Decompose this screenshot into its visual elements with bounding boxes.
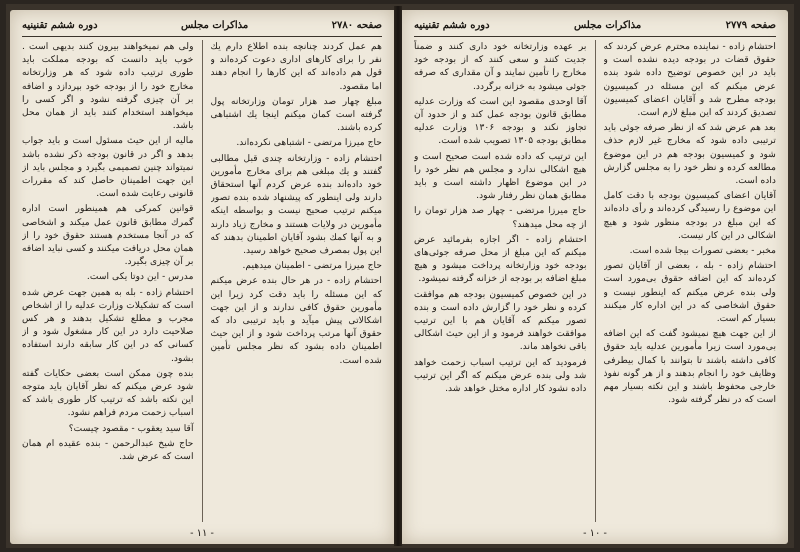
paragraph: حاج میرزا مرتضی - چهار صد هزار تومان را از چه محل میدهند؟ [414, 205, 587, 230]
left-page-footer: - ۱۱ - [190, 528, 214, 539]
book-spread [6, 4, 794, 548]
right-page [402, 10, 788, 544]
paragraph: احتشام زاده - اگر اجازه بفرمائید عرض میکنم که این مبلغ از محل صرفه جوئی‌های بودجه خود وزارتخانه پرداخت میشود و هیچ مبلغ اضافه بر بودجه از خزانه گرفته نمیشود. [414, 233, 587, 285]
paragraph: در این خصوص کمیسیون بودجه هم موافقت کرده و نظر خود را گزارش داده است و بنده تصور میکنم که آقایان هم با این ترتیب موافقت خواهند فرمود و از این حیث اشکالی باقی نخواهد ماند. [414, 288, 587, 353]
paragraph: حاج میرزا مرتضی - اطمینان میدهیم. [242, 260, 382, 272]
right-column-right [604, 40, 777, 522]
paragraph: بعد هم عرض شد که از نظر صرفه جوئی باید ترتیبی داده شود که مخارج غیر لازم حذف شود و کمیسیون بودجه هم در این موضوع مطالعه کرده و نظر خود را به مجلس گزارش داده است. [603, 122, 776, 187]
paragraph: احتشام زاده - نماینده محترم عرض کردند که حقوق قضات در بودجه دیده نشده است و باید در این خصوص توضیح داده شود بنده عرض میکنم که این مسئله در کمیسیون بودجه مطرح شد و آقایان اعضای کمیسیون تصدیق کردند که این مبلغ لازم است. [603, 41, 776, 119]
paragraph: آقایان اعضای کمیسیون بودجه با دقت کامل این موضوع را رسیدگی کرده‌اند و رأی داده‌اند که این مبلغ در بودجه منظور شود و هیچ اشکالی در این کار نیست. [603, 190, 776, 241]
right-page-number: صفحه ۲۷۷۹ [725, 19, 776, 31]
left-column-left [22, 40, 194, 522]
left-title-label: مذاکرات مجلس [181, 19, 249, 31]
left-column-divider [202, 40, 203, 522]
paragraph: قوانین کمرکی هم همینطور است اداره گمرك مطابق قانون عمل میکند و اشخاصی که در آنجا مستخدم هستند حقوق خود را از همان محل دریافت میکنند و کسی نباید اضافه بر آن چیزی بگیرد. [22, 203, 194, 268]
right-page-footer: - ۱۰ - [583, 528, 607, 539]
left-column-right [211, 40, 383, 522]
paragraph: مبلغ چهار صد هزار تومان وزارتخانه پول گرفته است کمان میکنم اینجا یك اشتباهی کرده باشند. [210, 95, 382, 134]
left-session-label: دوره ششم تقنینیه [22, 19, 98, 31]
left-page-body [22, 40, 382, 522]
right-session-label: دوره ششم تقنینیه [414, 19, 490, 31]
paragraph: احتشام زاده - وزارتخانه چندی قبل مطالبی گفتند و یك مبلغی هم برای مخارج مأمورین خود داده‌اند بنده عرض کردم آنها استحقاق دارند ولی اینطور که پیشنهاد شده بنده تصور میکنم ترتیب صحیح نیست و بواسطه اینکه مأمورین در ولایات هستند و مخارج زیاد دارند و به آنها کمك بشود آقایان اطمینان بدهند که این پول بمصرف صحیح خواهد رسید. [210, 152, 382, 257]
paragraph: هم عمل کردند چنانچه بنده اطلاع دارم یك نفر را برای کارهای اداری دعوت کرده‌اند و قول هم داده‌اند که این کارها را انجام دهند اما مقصود. [210, 41, 382, 92]
paragraph: فرمودید که این ترتیب اسباب زحمت خواهد شد ولی بنده عرض میکنم که اگر این ترتیب داده نشود کار اداره مختل خواهد شد. [414, 356, 587, 395]
paragraph: احتشام زاده - در هر حال بنده عرض میکنم که این مسئله را باید دقت کرد زیرا این مأمورین حقوق کافی ندارند و از این جهت اشکالاتی پیش میآید و باید ترتیبی داد که حقوق آنها مرتب پرداخت شود و از این حیث اطمینان داده بشود که نظر مجلس تأمین شده است. [210, 275, 382, 366]
right-page-body [414, 40, 776, 522]
right-column-left [414, 40, 587, 522]
paragraph: مالیه از این حیث مسئول است و باید جواب بدهد و اگر در قانون بودجه ذکر نشده باشد نمیتواند چنین تصمیمی بگیرد و مجلس باید از این جهت اطمینان حاصل کند که مقررات قانونی رعایت شده است. [22, 135, 194, 200]
right-header-rule [414, 36, 776, 37]
paragraph: حاج شیخ عبدالرحمن - بنده عقیده ام همان است که عرض شد. [22, 437, 194, 463]
paragraph: احتشام زاده - بله ، بعضی از آقایان تصور کرده‌اند که این اضافه حقوق بی‌مورد است ولی بنده عرض میکنم که اینطور نیست و حقوق اشخاصی که در این اداره کار میکنند بسیار کم است. [603, 260, 776, 325]
right-title-label: مذاکرات مجلس [574, 19, 642, 31]
paragraph: مخبر - بعضی تصورات بیجا شده است. [629, 245, 776, 257]
paragraph: ولی هم نمیخواهند بیرون کنند بدیهی است . خوب باید دانست که بودجه مملکت باید طوری ترتیب داده شود که هر وزارتخانه مخارج خود را از بودجه خود بپردازد و اضافه بر آن چیزی گرفته نشود و اگر کسی را میخواهند استخدام کنند باید از همان محل باشد. [22, 41, 194, 132]
paragraph: بنده چون ممکن است بعضی حکایات گفته شود عرض میکنم که نظر آقایان باید متوجه این نکته باشد که ترتیب کار طوری باشد که اسباب زحمت مردم فراهم نشود. [22, 367, 194, 419]
right-page-header [414, 16, 776, 34]
right-column-divider [595, 40, 596, 522]
paragraph: احتشام زاده - بله به همین جهت عرض شده است که تشکیلات وزارت عدلیه را از اشخاص مجرب و مطلع تشکیل بدهند و هر کس صلاحیت دارد در این کار مشغول شود و از کسانی که در این کار سابقه دارند استفاده بشود. [22, 286, 194, 364]
left-header-rule [22, 36, 382, 37]
paragraph: مدرس - این دوتا یکی است. [86, 271, 194, 283]
left-page [10, 10, 394, 544]
paragraph: از این جهت هیچ نمیشود گفت که این اضافه بی‌مورد است زیرا مأمورین عدلیه باید حقوق کافی داشته باشند تا بتوانند با کمال بیطرفی وظایف خود را انجام بدهند و از هر گونه نفوذ خارجی محفوظ باشند و این نکته بسیار مهم است که در نظر گرفته شود. [603, 328, 776, 406]
paragraph: این ترتیب که داده شده است صحیح است و هیچ اشکالی ندارد و مجلس هم نظر خود را در این موضوع اظهار داشته است و باید مطابق همان نظر رفتار شود. [414, 150, 587, 202]
paragraph: آقا سید یعقوب - مقصود چیست؟ [68, 422, 194, 434]
paragraph: آقا اوحدی مقصود این است که وزارت عدلیه مطابق قانون بودجه عمل کند و از حدود آن تجاوز نکند و بودجه ۱۳۰۶ وزارت عدلیه مطابق بودجه ۱۳۰۵ تصویب شده است. [414, 95, 587, 147]
book-gutter [394, 6, 402, 546]
paragraph: حاج میرزا مرتضی - اشتباهی نکرده‌اند. [236, 137, 382, 149]
left-page-number: صفحه ۲۷۸۰ [331, 19, 382, 31]
paragraph: بر عهده وزارتخانه خود داری کنند و ضمناً جدیت کنند و سعی کنند که از بودجه خود مخارج را تأمین نمایند و آن مقداری که صرفه جوئی میشود به خزانه برگردد. [414, 41, 587, 92]
left-page-header [22, 16, 382, 34]
